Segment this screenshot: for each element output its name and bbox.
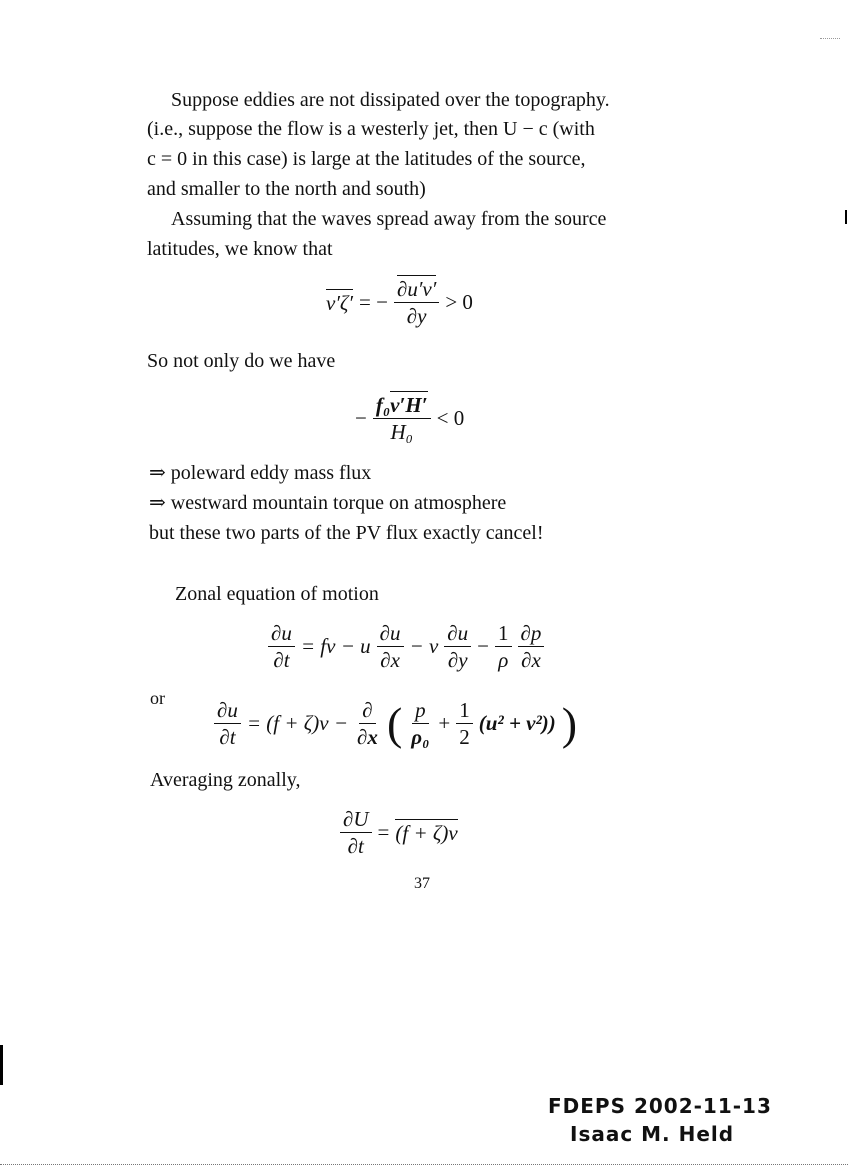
eq4-frac1 xyxy=(214,697,241,750)
eq4-right-paren: ) xyxy=(561,697,578,749)
paragraph-line: ⇒ poleward eddy mass flux xyxy=(149,462,372,484)
page-number: 37 xyxy=(414,875,430,892)
eq3-frac3 xyxy=(444,620,471,673)
eq4-den2: ∂x xyxy=(357,725,378,749)
eq4-term2: (u² + v²)) xyxy=(478,711,556,735)
scan-artifact-top xyxy=(820,38,840,39)
eq3-den3: ∂y xyxy=(447,648,468,672)
eq4-num3: p xyxy=(412,697,429,724)
eq5-rhs: (f + ζ)v xyxy=(395,821,458,845)
eq2-fraction xyxy=(373,392,431,445)
eq3-frac1 xyxy=(268,620,295,673)
equation-mass-flux xyxy=(355,392,464,445)
eq4-term1: = (f + ζ)v − xyxy=(246,711,349,735)
equation-zonal-momentum xyxy=(268,620,544,673)
eq1-numerator xyxy=(394,276,439,303)
paragraph-line: ⇒ westward mountain torque on atmosphere xyxy=(149,492,507,514)
eq3-frac2 xyxy=(377,620,404,673)
equation-zonal-average xyxy=(340,806,458,859)
eq3-num2: ∂u xyxy=(377,620,404,647)
equation-vorticity-form xyxy=(214,697,577,750)
eq3-term2: − v xyxy=(409,634,439,658)
paragraph-line: Suppose eddies are not dissipated over the topography. xyxy=(171,89,610,111)
eq1-lhs: v′ζ′ xyxy=(326,291,354,315)
eq5-den1: ∂t xyxy=(347,834,364,858)
eq3-den5: ∂x xyxy=(521,648,541,672)
eq2-num-a: f₀ xyxy=(375,393,391,417)
eq4-num2: ∂ xyxy=(359,697,375,724)
eq4-den3: ρ₀ xyxy=(411,725,430,749)
eq1-fraction xyxy=(394,276,439,329)
eq3-den4: ρ xyxy=(498,648,509,672)
eq4-frac3 xyxy=(408,697,432,750)
scan-artifact-edge xyxy=(0,1164,848,1165)
paragraph-line: Assuming that the waves spread away from the source xyxy=(171,208,607,230)
paragraph-line: and smaller to the north and south) xyxy=(147,178,426,200)
eq3-num5: ∂p xyxy=(518,620,545,647)
eq3-num3: ∂u xyxy=(444,620,471,647)
eq5-frac xyxy=(340,806,372,859)
eq1-num-text: ∂u′v′ xyxy=(396,277,437,301)
paragraph-line: but these two parts of the PV flux exactly cancel! xyxy=(149,522,544,544)
eq4-frac4 xyxy=(456,697,473,750)
paragraph-line: Zonal equation of motion xyxy=(175,583,379,605)
eq1-rhs: > 0 xyxy=(445,290,473,314)
paragraph-line: or xyxy=(150,688,165,708)
eq5-equals: = xyxy=(377,820,390,844)
paragraph-line: c = 0 in this case) is large at the latitudes of the source, xyxy=(147,148,586,170)
scan-artifact-mark xyxy=(845,210,847,224)
scan-artifact-bar xyxy=(0,1045,3,1085)
eq3-num1: ∂u xyxy=(268,620,295,647)
eq4-left-paren: ( xyxy=(386,697,403,749)
eq3-den2: ∂x xyxy=(380,648,400,672)
eq3-num4: 1 xyxy=(495,620,512,647)
eq2-minus: − xyxy=(355,406,367,430)
eq4-plus: + xyxy=(438,711,451,735)
eq4-den4: 2 xyxy=(459,725,470,749)
eq3-frac5 xyxy=(518,620,545,673)
eq4-num4: 1 xyxy=(456,697,473,724)
eq1-equals: = − xyxy=(359,290,388,314)
paragraph-line: So not only do we have xyxy=(147,350,336,372)
eq4-num1: ∂u xyxy=(214,697,241,724)
eq2-num-b: v′H′ xyxy=(390,393,428,417)
eq1-denominator: ∂y xyxy=(406,304,427,328)
eq5-num1: ∂U xyxy=(340,806,372,833)
paragraph-line: Averaging zonally, xyxy=(150,769,301,791)
equation-eddy-vorticity-flux xyxy=(326,276,473,329)
eq4-frac2 xyxy=(354,697,381,750)
paragraph-line: (i.e., suppose the flow is a westerly jet, then U − c (with xyxy=(147,118,595,140)
eq2-numerator xyxy=(373,392,431,419)
eq3-den1: ∂t xyxy=(273,648,290,672)
eq2-rhs: < 0 xyxy=(436,406,465,430)
handwritten-stamp-line2: Isaac M. Held xyxy=(570,1122,735,1146)
eq3-term3: − xyxy=(477,634,490,658)
eq2-denominator: H₀ xyxy=(390,420,413,444)
eq4-den1: ∂t xyxy=(219,725,236,749)
handwritten-stamp-line1: FDEPS 2002-11-13 xyxy=(548,1094,772,1118)
paragraph-line: latitudes, we know that xyxy=(147,238,333,260)
eq3-term1: = fv − u xyxy=(300,634,371,658)
eq3-frac4 xyxy=(495,620,512,673)
